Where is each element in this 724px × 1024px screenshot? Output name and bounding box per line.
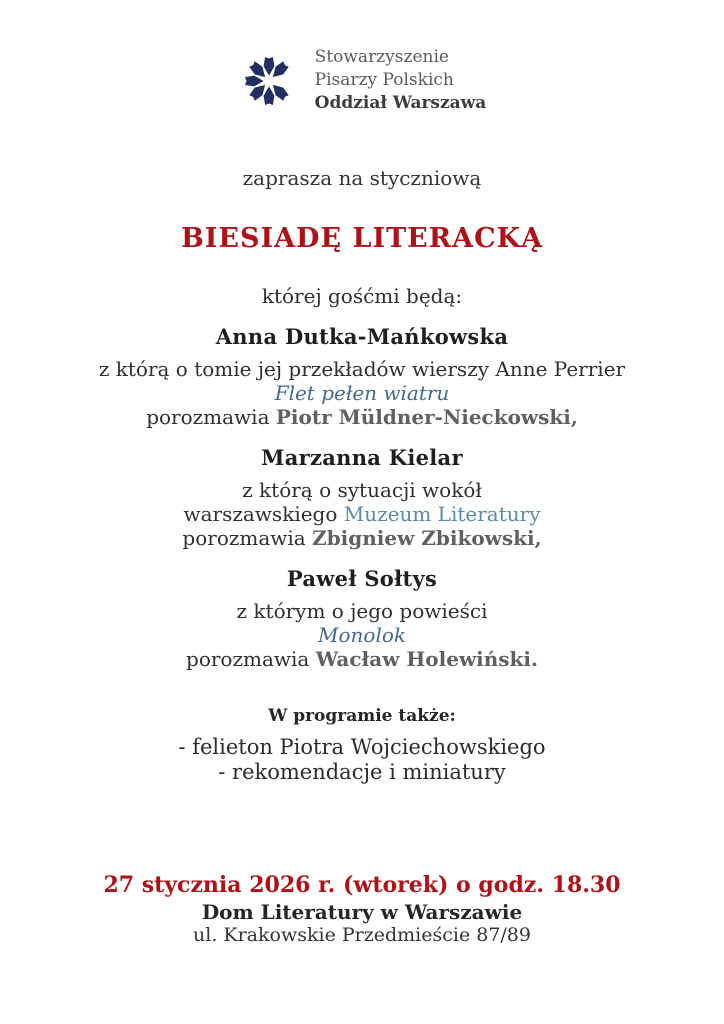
invite-line: zaprasza na styczniową xyxy=(242,165,482,190)
program-section xyxy=(0,706,724,785)
guest-name: Anna Dutka-Mańkowska xyxy=(215,323,509,349)
org-name xyxy=(315,46,487,115)
guest-section-pawel-soltys xyxy=(0,566,724,671)
guest-section-marzanna-kielar xyxy=(0,445,724,550)
book-title: Flet pełen wiatru xyxy=(274,380,450,405)
event-venue: Dom Literatury w Warszawie xyxy=(201,899,523,924)
program-item: - felieton Piotra Wojciechowskiego xyxy=(178,734,546,759)
guests-intro: której gośćmi będą: xyxy=(261,283,463,308)
museum-prefix: warszawskiego xyxy=(183,501,344,526)
guest-description-line xyxy=(0,502,724,526)
moderator-label: porozmawia xyxy=(182,525,313,550)
moderator-line xyxy=(0,405,724,429)
org-name-line2: Pisarzy Polskich xyxy=(314,70,454,90)
moderator-name: Wacław Holewiński. xyxy=(315,646,538,671)
museum-name: Muzeum Literatury xyxy=(343,501,541,526)
moderator-line xyxy=(0,647,724,671)
event-date: 27 stycznia 2026 r. (wtorek) o godz. 18.30 xyxy=(103,871,621,898)
org-logo xyxy=(238,46,487,115)
program-item: - rekomendacje i miniatury xyxy=(218,759,506,784)
guest-description-line: z którą o sytuacji wokół xyxy=(242,477,482,502)
guest-description xyxy=(0,357,724,429)
event-details xyxy=(0,872,724,946)
moderator-label: porozmawia xyxy=(186,646,316,671)
guest-description-line: z którą o tomie jej przekładów wierszy Anne Perrier xyxy=(98,356,626,381)
org-branch: Oddział Warszawa xyxy=(314,93,487,113)
moderator-name: Zbigniew Zbikowski, xyxy=(312,525,542,550)
org-name-line1: Stowarzyszenie xyxy=(314,47,449,67)
event-title: BIESIADĘ LITERACKĄ xyxy=(180,222,544,254)
guest-section-anna-dutka-mankowska xyxy=(0,324,724,429)
guest-description xyxy=(0,478,724,550)
program-items xyxy=(0,735,724,785)
moderator-name: Piotr Müldner-Nieckowski, xyxy=(275,404,578,429)
guest-name: Marzanna Kielar xyxy=(261,444,463,470)
program-heading: W programie także: xyxy=(268,705,456,726)
guest-name: Paweł Sołtys xyxy=(286,565,438,591)
moderator-label: porozmawia xyxy=(146,404,276,429)
event-address: ul. Krakowskie Przedmieście 87/89 xyxy=(193,923,531,946)
pen-nib-flower-icon xyxy=(238,48,300,114)
book-title: Monolok xyxy=(318,622,406,647)
moderator-line xyxy=(0,526,724,550)
guest-description-line: z którym o jego powieści xyxy=(236,598,488,623)
guest-description xyxy=(0,599,724,671)
